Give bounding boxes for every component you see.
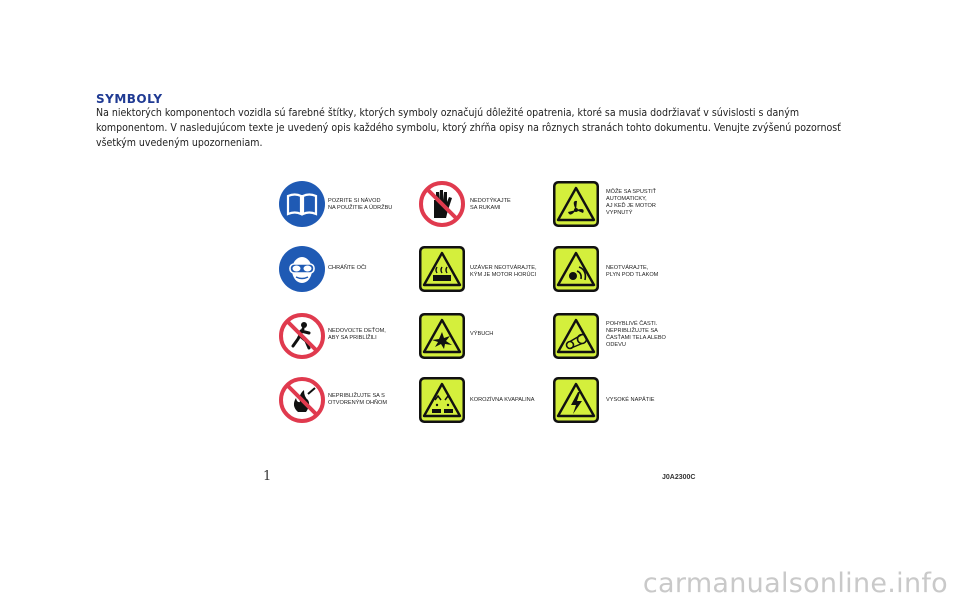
- figure-code: J0A2300C: [662, 474, 696, 481]
- no-open-flame-icon: [278, 376, 326, 424]
- watermark: carmanualsonline.info: [642, 568, 948, 599]
- page-number: 1: [263, 469, 272, 484]
- no-children-icon: [278, 312, 326, 360]
- symbol-label-do-not-touch: NEDOTÝKAJTE SA RUKAMI: [470, 198, 511, 211]
- book-manual-icon: [278, 180, 326, 228]
- moving-parts-icon: [552, 312, 600, 360]
- symbol-label-manual: POZRITE SI NÁVOD NA POUŽITIE A ÚDRŽBU: [328, 198, 393, 211]
- hot-surface-icon: [418, 245, 466, 293]
- symbol-label-moving-parts: POHYBLIVÉ ČASTI. NEPRIBLIŽUJTE SA ČASŤAMI TELA ALEBO ODEVU: [606, 321, 666, 348]
- goggles-icon: [278, 245, 326, 293]
- fan-icon: [552, 180, 600, 228]
- symbol-label-explosion: VÝBUCH: [470, 331, 494, 337]
- symbol-label-protect-eyes: CHRÁŇTE OČI: [328, 265, 367, 271]
- symbol-label-corrosive: KOROZÍVNA KVAPALINA: [470, 397, 535, 403]
- symbol-label-no-children: NEDOVOĽTE DEŤOM, ABY SA PRIBLÍŽILI: [328, 328, 386, 341]
- pressurized-gas-icon: [552, 245, 600, 293]
- explosion-icon: [418, 312, 466, 360]
- symbol-label-pressurized-gas: NEOTVÁRAJTE, PLYN POD TLAKOM: [606, 265, 659, 278]
- symbol-label-hot-cap: UZÁVER NEOTVÁRAJTE, KÝM JE MOTOR HORÚCI: [470, 265, 537, 278]
- do-not-touch-icon: [418, 180, 466, 228]
- symbol-label-fan: MÔŽE SA SPUSTIŤ AUTOMATICKY, AJ KEĎ JE MOTOR VYPNUTÝ: [606, 189, 657, 216]
- intro-paragraph: Na niektorých komponentoch vozidla sú farebné štítky, ktorých symboly označujú dôležité opatrenia, ktoré sa musia dodržiavať v súvislosti s daným komponentom. V nasledujúcom texte je uvedený opis každého symbolu, ktorý zhŕňa opisy na rôznych stranách tohto dokumentu. Venujte zvýšenú pozornosť všetkým uvedeným upozorneniam.: [96, 107, 841, 149]
- symbol-label-high-voltage: VYSOKÉ NAPÄTIE: [606, 397, 655, 403]
- corrosive-icon: [418, 376, 466, 424]
- symbol-label-no-flame: NEPRIBLIŽUJTE SA S OTVORENÝM OHŇOM: [328, 393, 388, 406]
- high-voltage-icon: [552, 376, 600, 424]
- symbols-figure: [270, 170, 680, 432]
- section-heading: SYMBOLY: [96, 92, 163, 106]
